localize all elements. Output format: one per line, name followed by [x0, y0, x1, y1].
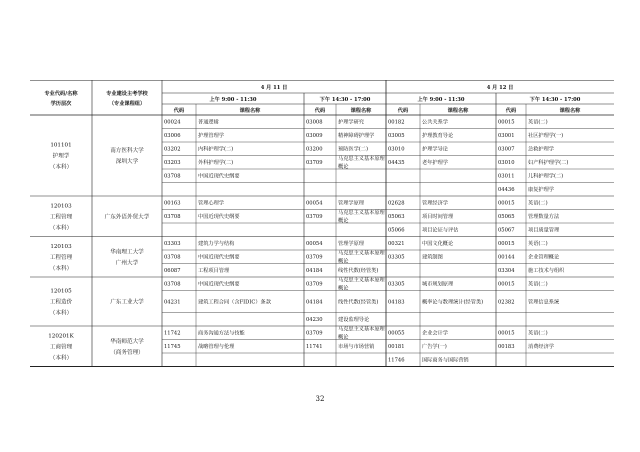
- course-name: 线性代数(经管类): [338, 299, 379, 306]
- course-code: 03708: [164, 281, 181, 288]
- course-name: 概论: [338, 217, 349, 224]
- course-name: 建筑工程合同（含FIDIC）条款: [198, 299, 271, 306]
- course-code: 04435: [388, 160, 405, 167]
- course-code: 00054: [306, 241, 323, 248]
- course-name: 马克思主义基本原理: [338, 250, 385, 257]
- course-name: 内科护理学(二): [198, 146, 234, 153]
- major-text: 120105: [50, 288, 72, 295]
- course-code: 00054: [306, 200, 323, 207]
- course-name: 英语(二): [528, 119, 548, 126]
- course-name: 精神障碍护理学: [338, 133, 375, 140]
- course-code: 03305: [388, 281, 405, 288]
- course-name: 概论: [338, 285, 349, 292]
- course-name: 外科护理学(二): [198, 160, 234, 167]
- major-text: 工程管理: [49, 254, 73, 261]
- time-slot-label: 下午 14:30 - 17:00: [529, 97, 581, 103]
- course-code: 03203: [164, 160, 181, 167]
- course-name: 建筑制图: [422, 254, 443, 261]
- course-name: 马克思主义基本原理: [338, 209, 385, 216]
- course-code: 04436: [498, 187, 515, 194]
- major-text: （本科）: [49, 164, 73, 171]
- course-code: 06087: [164, 268, 181, 275]
- course-name: 公共关系学: [422, 119, 448, 126]
- course-code: 11745: [164, 344, 181, 351]
- course-code: 03009: [306, 133, 323, 140]
- course-name: 企业管理概论: [528, 254, 560, 261]
- course-code: 03005: [388, 133, 405, 140]
- major-text: （本科）: [49, 310, 73, 317]
- course-code: 05065: [498, 214, 515, 221]
- course-name: 中国近现代史纲要: [198, 254, 240, 261]
- course-name: 社区护理学(一): [528, 133, 564, 140]
- course-name: 护理学导论: [422, 146, 448, 153]
- course-code: 05067: [498, 227, 515, 234]
- course-code: 05063: [388, 214, 405, 221]
- course-code: 00055: [388, 330, 405, 337]
- course-name: 护理学研究: [338, 119, 364, 126]
- course-code: 00015: [498, 281, 515, 288]
- course-name: 线性代数(经管类): [338, 268, 379, 275]
- course-code: 00163: [164, 200, 181, 207]
- course-header: 课程名称: [239, 108, 261, 114]
- course-code: 04184: [306, 299, 323, 306]
- course-name: 管理学原理: [338, 241, 364, 248]
- course-code: 03008: [306, 119, 323, 126]
- course-code: 00015: [498, 330, 515, 337]
- course-code: 04184: [306, 268, 323, 275]
- major-text: 120201K: [48, 333, 74, 340]
- course-name: 国际商务与国际营销: [422, 357, 469, 364]
- course-name: 中国近现代史纲要: [198, 173, 240, 180]
- major-text: 工程造价: [49, 299, 73, 306]
- course-name: 儿科护理学(二): [528, 173, 564, 180]
- course-name: 消费经济学: [528, 344, 554, 351]
- course-name: 管理心理学: [198, 200, 224, 207]
- course-name: 城市规划原理: [422, 281, 454, 288]
- course-name: 普通逻辑: [198, 119, 219, 126]
- header-major-label: 专业代码/名称: [44, 91, 78, 97]
- school-text: 南方医科大学: [110, 148, 144, 154]
- school-text: 华南理工大学: [110, 249, 144, 256]
- code-header: 代码: [397, 108, 409, 114]
- major-text: （本科）: [49, 225, 73, 232]
- course-code: 03708: [164, 214, 181, 221]
- course-code: 00182: [388, 119, 405, 126]
- course-code: 00321: [388, 241, 405, 248]
- course-header: 课程名称: [350, 108, 372, 114]
- course-name: 项目论证与评估: [422, 227, 459, 234]
- course-code: 03709: [306, 214, 323, 221]
- course-code: 03305: [388, 254, 405, 261]
- course-name: 英语(二): [528, 281, 548, 288]
- course-name: 中国文化概论: [422, 241, 454, 248]
- course-name: 中国近现代史纲要: [198, 281, 240, 288]
- course-name: 英语(二): [528, 200, 548, 207]
- course-code: 03709: [306, 330, 323, 337]
- course-name: 概论: [338, 163, 349, 170]
- course-name: 康复护理学: [528, 187, 554, 194]
- course-code: 03006: [164, 133, 181, 140]
- course-name: 战略管理与伦理: [198, 344, 235, 351]
- course-code: 03007: [498, 146, 515, 153]
- course-code: 00181: [388, 344, 405, 351]
- page-number: 32: [315, 395, 325, 403]
- day-label-apr12: 4 月 12 日: [486, 85, 514, 91]
- course-code: 03709: [306, 281, 323, 288]
- time-slot-label: 上午 9:00 - 11:30: [209, 97, 257, 103]
- course-code: 00015: [498, 119, 515, 126]
- code-header: 代码: [173, 108, 185, 114]
- course-name: 工程项目管理: [198, 268, 230, 275]
- course-code: 02382: [498, 299, 515, 306]
- header-degree-label: 学历层次: [50, 101, 72, 107]
- course-name: 企业会计学: [422, 330, 448, 337]
- course-code: 02628: [388, 200, 405, 207]
- course-name: 施工技术与组织: [528, 268, 565, 275]
- course-name: 管理数量方法: [528, 214, 560, 221]
- course-name: 老年护理学: [422, 160, 448, 167]
- course-code: 05066: [388, 227, 405, 234]
- course-name: 管理学原理: [338, 200, 364, 207]
- course-name: 护理教育导论: [422, 133, 454, 140]
- course-name: 急救护理学: [528, 146, 554, 153]
- course-name: 概率论与数理统计(经管类): [422, 299, 484, 306]
- day-label-apr11: 4 月 11 日: [260, 85, 288, 91]
- time-slot-label: 上午 9:00 - 11:30: [417, 97, 465, 103]
- course-name: 管理信息系统: [528, 299, 560, 306]
- school-text: 广东外语外贸大学: [104, 214, 150, 221]
- course-name: 商务沟通方法与技能: [198, 330, 245, 337]
- course-code: 03304: [498, 268, 515, 275]
- header-course-group-label: （专业课程组）: [108, 101, 146, 107]
- course-name: 建设监理导论: [338, 317, 370, 324]
- course-code: 00015: [498, 241, 515, 248]
- course-code: 00144: [498, 254, 515, 261]
- code-header: 代码: [314, 108, 326, 114]
- course-name: 建筑力学与结构: [198, 241, 235, 248]
- major-text: （本科）: [49, 265, 73, 272]
- course-name: 中国近现代史纲要: [198, 214, 240, 221]
- course-name: 英语(二): [528, 330, 548, 337]
- course-name: 预防医学(二): [338, 146, 368, 153]
- school-text: （商务管理）: [110, 349, 144, 356]
- course-name: 护理管理学: [198, 133, 224, 140]
- course-name: 概论: [338, 258, 349, 265]
- course-name: 管理经济学: [422, 200, 448, 207]
- course-code: 00183: [498, 344, 515, 351]
- course-code: 04230: [306, 317, 323, 324]
- major-text: 120103: [50, 243, 72, 250]
- major-text: 工程管理: [49, 214, 73, 221]
- major-text: 护理学: [52, 153, 70, 160]
- major-text: 101101: [50, 142, 72, 149]
- course-name: 广告学(一): [422, 344, 447, 351]
- course-code: 03001: [498, 133, 515, 140]
- course-code: 03709: [306, 160, 323, 167]
- course-name: 市场与市场营销: [338, 344, 375, 351]
- course-code: 03010: [498, 160, 515, 167]
- course-code: 03010: [388, 146, 405, 153]
- course-code: 04231: [164, 299, 181, 306]
- course-code: 04183: [388, 299, 405, 306]
- course-code: 03709: [306, 254, 323, 261]
- code-header: 代码: [505, 108, 517, 114]
- school-text: 深圳大学: [115, 159, 139, 165]
- school-text: 广州大学: [115, 260, 139, 267]
- course-name: 妇产科护理学(二): [528, 160, 569, 167]
- course-name: 马克思主义基本原理: [338, 155, 385, 162]
- time-slot-label: 下午 14:30 - 17:00: [319, 97, 371, 103]
- course-code: 03708: [164, 254, 181, 261]
- course-code: 03011: [498, 173, 515, 180]
- course-header: 课程名称: [447, 108, 469, 114]
- course-code: 11742: [164, 330, 181, 337]
- course-name: 项目时间管理: [422, 214, 454, 221]
- course-code: 00024: [164, 119, 181, 126]
- course-code: 11741: [306, 344, 323, 351]
- exam-schedule-table: [30, 80, 614, 384]
- major-text: 工商管理: [49, 344, 73, 351]
- header-school-label: 专业建设主考学校: [106, 91, 148, 97]
- course-code: 03202: [164, 146, 181, 153]
- course-name: 马克思主义基本原理: [338, 326, 385, 333]
- course-name: 概论: [338, 334, 349, 341]
- school-text: 广东工业大学: [110, 299, 144, 306]
- course-header: 课程名称: [559, 108, 581, 114]
- course-code: 03303: [164, 241, 181, 248]
- course-code: 11746: [388, 357, 405, 364]
- major-text: 120103: [50, 203, 72, 210]
- course-name: 马克思主义基本原理: [338, 277, 385, 284]
- course-name: 英语(二): [528, 241, 548, 248]
- course-code: 00015: [498, 200, 515, 207]
- course-name: 项目质量管理: [528, 227, 560, 234]
- school-text: 华南师范大学: [110, 338, 144, 345]
- course-code: 03200: [306, 146, 323, 153]
- course-code: 03708: [164, 173, 181, 180]
- major-text: （本科）: [49, 355, 73, 362]
